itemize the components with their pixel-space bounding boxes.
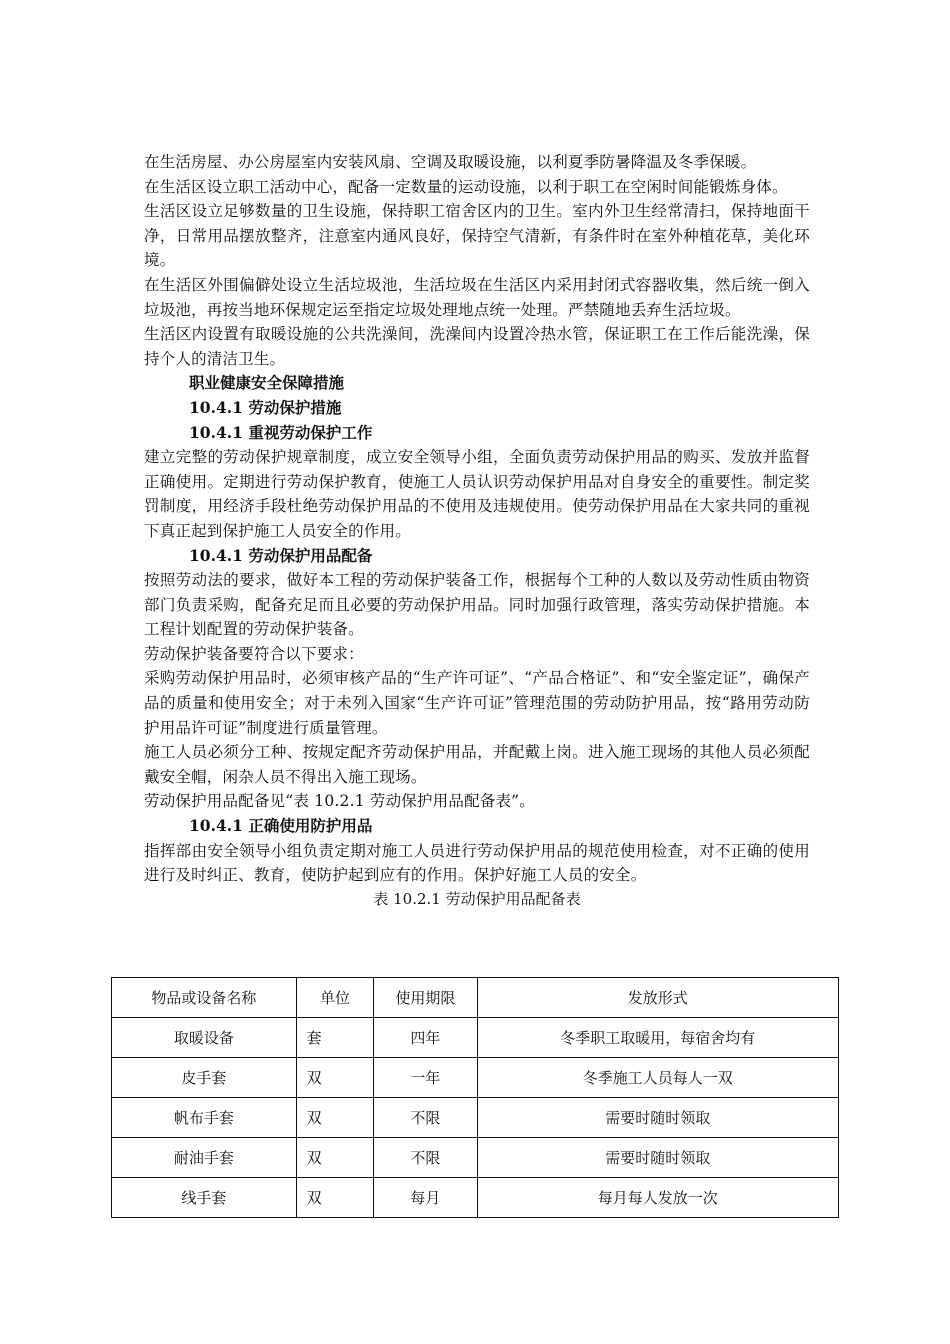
paragraph: 在生活区外围偏僻处设立生活垃圾池，生活垃圾在生活区内采用封闭式容器收集，然后统一倒入垃圾池，再按当地环保规定运至指定垃圾处理地点统一处理。严禁随地丢弃生活垃圾。	[144, 275, 810, 319]
table-cell: 冬季施工人员每人一双	[477, 1058, 838, 1098]
table-cell: 每月	[374, 1178, 477, 1218]
table-row	[112, 1098, 839, 1138]
table-cell: 套	[296, 1018, 374, 1058]
table-cell: 不限	[374, 1138, 477, 1178]
table-header: 物品或设备名称	[112, 978, 297, 1018]
table-header: 使用期限	[374, 978, 477, 1018]
table-row	[112, 1058, 839, 1098]
paragraph: 按照劳动法的要求，做好本工程的劳动保护装备工作，根据每个工种的人数以及劳动性质由物资部门负责采购，配备充足而且必要的劳动保护用品。同时加强行政管理，落实劳动保护措施。本工程计划配置的劳动保护装备。	[144, 571, 810, 639]
table-cell: 双	[296, 1138, 374, 1178]
section-heading: 10.4.1 劳动保护措施	[189, 397, 342, 417]
section-heading: 10.4.1 正确使用防护用品	[189, 816, 373, 836]
section-heading: 职业健康安全保障措施	[189, 373, 345, 393]
table-cell: 每月每人发放一次	[477, 1178, 838, 1218]
table-row	[112, 1018, 839, 1058]
paragraph: 建立完整的劳动保护规章制度，成立安全领导小组，全面负责劳动保护用品的购买、发放并监督正确使用。定期进行劳动保护教育，使施工人员认识劳动保护用品对自身安全的重要性。制定奖罚制度，用经济手段杜绝劳动保护用品的不使用及违规使用。使劳动保护用品在大家共同的重视下真正起到保护施工人员安全的作用。	[144, 448, 810, 540]
section-heading: 10.4.1 劳动保护用品配备	[189, 545, 373, 565]
table-cell: 需要时随时领取	[477, 1138, 838, 1178]
paragraph: 劳动保护装备要符合以下要求：	[144, 644, 364, 663]
table-caption: 表 10.2.1 劳动保护用品配备表	[373, 889, 581, 908]
table-row	[112, 1178, 839, 1218]
paragraph: 在生活房屋、办公房屋室内安装风扇、空调及取暖设施，以利夏季防暑降温及冬季保暖。	[144, 153, 757, 171]
table-header-row	[112, 978, 839, 1018]
table-cell: 皮手套	[112, 1058, 297, 1098]
table-header: 单位	[296, 978, 374, 1018]
table-cell: 帆布手套	[112, 1098, 297, 1138]
paragraph: 采购劳动保护用品时，必须审核产品的“生产许可证”、“产品合格证”、和“安全鉴定证”，确保产品的质量和使用安全；对于未列入国家“生产许可证”管理范围的劳动防护用品，按“路用劳动防护用品许可证”制度进行质量管理。	[144, 669, 810, 737]
table-cell: 不限	[374, 1098, 477, 1138]
paragraph: 劳动保护用品配备见“表 10.2.1 劳动保护用品配备表”。	[144, 792, 536, 811]
paragraph: 生活区设立足够数量的卫生设施，保持职工宿舍区内的卫生。室内外卫生经常清扫，保持地面干净，日常用品摆放整齐，注意室内通风良好，保持空气清新，有条件时在室外种植花草，美化环境。	[144, 202, 810, 270]
table-cell: 双	[296, 1178, 374, 1218]
table-row	[112, 1138, 839, 1178]
table-cell: 线手套	[112, 1178, 297, 1218]
paragraph: 生活区内设置有取暖设施的公共洗澡间，洗澡间内设置冷热水管，保证职工在工作后能洗澡，保持个人的清洁卫生。	[144, 325, 810, 368]
table-cell: 取暖设备	[112, 1018, 297, 1058]
paragraph: 施工人员必须分工种、按规定配齐劳动保护用品，并配戴上岗。进入施工现场的其他人员必须配戴安全帽，闲杂人员不得出入施工现场。	[144, 743, 810, 786]
equipment-table	[111, 977, 839, 1218]
table-cell: 双	[296, 1098, 374, 1138]
document-body	[144, 150, 810, 910]
table-cell: 需要时随时领取	[477, 1098, 838, 1138]
table-cell: 四年	[374, 1018, 477, 1058]
paragraph: 指挥部由安全领导小组负责定期对施工人员进行劳动保护用品的规范使用检查，对不正确的使用进行及时纠正、教育，使防护起到应有的作用。保护好施工人员的安全。	[144, 841, 810, 885]
table-cell: 冬季职工取暖用，每宿舍均有	[477, 1018, 838, 1058]
table-cell: 一年	[374, 1058, 477, 1098]
paragraph: 在生活区设立职工活动中心，配备一定数量的运动设施，以利于职工在空闲时间能锻炼身体。	[144, 177, 788, 196]
section-heading: 10.4.1 重视劳动保护工作	[189, 422, 373, 442]
table-cell: 双	[296, 1058, 374, 1098]
table-cell: 耐油手套	[112, 1138, 297, 1178]
table-header: 发放形式	[477, 978, 838, 1018]
